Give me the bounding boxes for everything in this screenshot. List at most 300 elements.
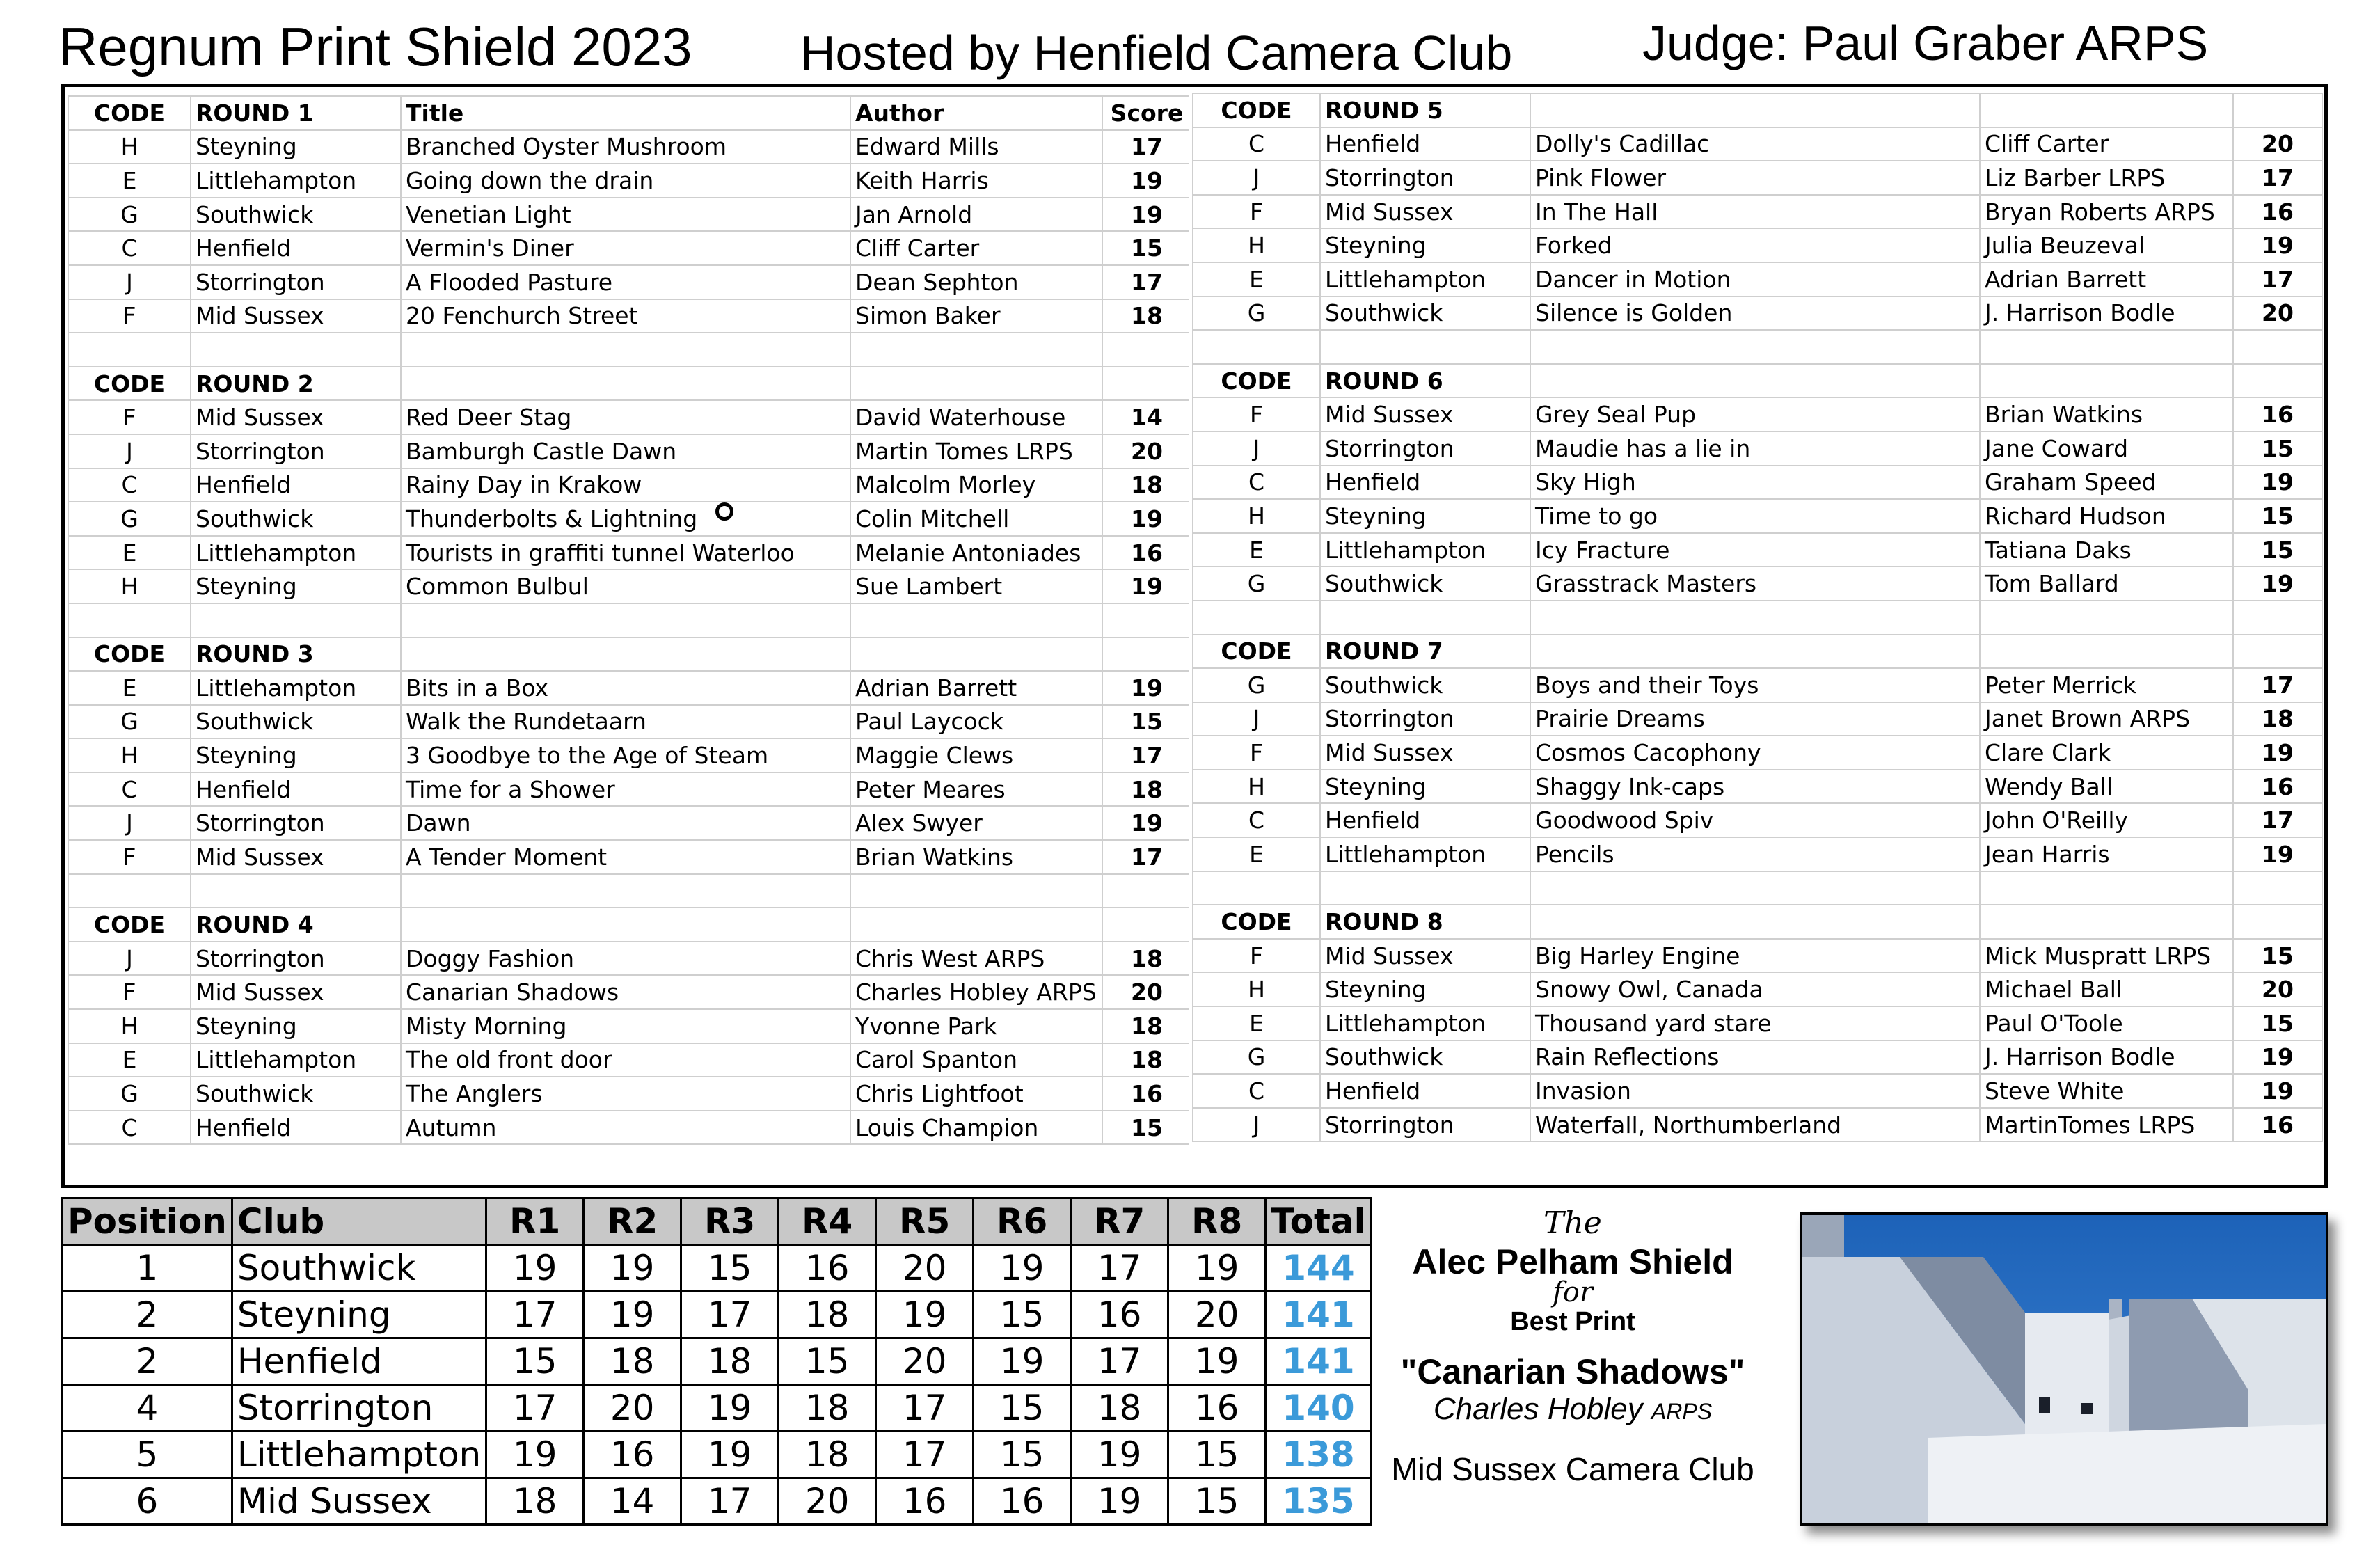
round-label: ROUND 7 bbox=[1320, 635, 1530, 669]
entry-score: 20 bbox=[1102, 434, 1191, 468]
entry-row bbox=[1193, 262, 2322, 296]
spacer-cell bbox=[68, 333, 191, 367]
entry-code: G bbox=[1193, 1040, 1320, 1075]
entry-author: Richard Hudson bbox=[1980, 499, 2233, 533]
entry-author: Graham Speed bbox=[1980, 466, 2233, 500]
standings-round-score-cell: 15 bbox=[1168, 1432, 1266, 1478]
author-header bbox=[1980, 635, 2233, 669]
entry-club: Henfield bbox=[1320, 803, 1530, 837]
entry-score: 19 bbox=[2233, 228, 2322, 262]
entry-score: 19 bbox=[2233, 466, 2322, 500]
entry-club: Henfield bbox=[1320, 127, 1530, 161]
entry-title: Icy Fracture bbox=[1530, 533, 1980, 567]
entry-title: Boys and their Toys bbox=[1530, 668, 1980, 702]
entry-score: 18 bbox=[1102, 468, 1191, 502]
entry-code: H bbox=[1193, 972, 1320, 1006]
entry-author: Chris Lightfoot bbox=[850, 1077, 1102, 1111]
entry-author: J. Harrison Bodle bbox=[1980, 1040, 2233, 1075]
entry-title: Dolly's Cadillac bbox=[1530, 127, 1980, 161]
standings-round-score-cell: 20 bbox=[876, 1338, 974, 1385]
entry-code: E bbox=[68, 671, 191, 705]
standings-total-cell: 140 bbox=[1266, 1385, 1372, 1432]
standings-round-score-cell: 20 bbox=[584, 1385, 681, 1432]
entry-code: J bbox=[1193, 702, 1320, 736]
code-header: CODE bbox=[68, 638, 191, 672]
standings-round-score-cell: 19 bbox=[681, 1385, 779, 1432]
standings-header-cell: R6 bbox=[974, 1198, 1071, 1245]
entry-row bbox=[1193, 702, 2322, 736]
entry-code: G bbox=[1193, 668, 1320, 702]
standings-round-score-cell: 15 bbox=[1168, 1478, 1266, 1525]
entry-code: C bbox=[68, 1111, 191, 1145]
spacer-cell bbox=[850, 333, 1102, 367]
standings-round-score-cell: 16 bbox=[1168, 1385, 1266, 1432]
standings-round-score-cell: 15 bbox=[681, 1245, 779, 1292]
standings-total-cell: 135 bbox=[1266, 1478, 1372, 1525]
entry-score: 15 bbox=[1102, 231, 1191, 265]
entry-code: F bbox=[68, 400, 191, 434]
standings-row bbox=[63, 1478, 1372, 1525]
standings-club-cell: Henfield bbox=[232, 1338, 486, 1385]
entry-row bbox=[68, 1009, 1191, 1043]
entry-row bbox=[68, 738, 1191, 773]
entry-code: G bbox=[68, 502, 191, 536]
entry-score: 18 bbox=[2233, 702, 2322, 736]
entry-score: 16 bbox=[2233, 397, 2322, 431]
award-author bbox=[1364, 1392, 1781, 1427]
entry-row bbox=[68, 400, 1191, 434]
entry-code: J bbox=[68, 265, 191, 299]
standings-total-cell: 141 bbox=[1266, 1292, 1372, 1338]
round-header-row bbox=[1193, 905, 2322, 939]
title-header bbox=[401, 638, 850, 672]
entry-club: Henfield bbox=[191, 1111, 401, 1145]
standings-round-score-cell: 17 bbox=[681, 1478, 779, 1525]
entry-row bbox=[68, 773, 1191, 807]
standings-row bbox=[63, 1385, 1372, 1432]
award-author-name: Charles Hobley bbox=[1433, 1392, 1643, 1426]
entry-title: Waterfall, Northumberland bbox=[1530, 1108, 1980, 1142]
entry-title: 3 Goodbye to the Age of Steam bbox=[401, 738, 850, 773]
spacer-cell bbox=[401, 333, 850, 367]
title-header bbox=[401, 908, 850, 942]
entry-score: 14 bbox=[1102, 400, 1191, 434]
standings-position-cell: 2 bbox=[63, 1292, 232, 1338]
standings-total-cell: 144 bbox=[1266, 1245, 1372, 1292]
entry-code: G bbox=[1193, 296, 1320, 331]
entry-club: Littlehampton bbox=[191, 1043, 401, 1077]
entry-code: J bbox=[68, 942, 191, 976]
rounds-1-4-table bbox=[68, 95, 1192, 1145]
entry-row bbox=[1193, 161, 2322, 195]
cursor-ring-icon bbox=[715, 502, 733, 521]
entry-score: 19 bbox=[2233, 736, 2322, 770]
entry-title: Big Harley Engine bbox=[1530, 939, 1980, 973]
standings-round-score-cell: 19 bbox=[584, 1245, 681, 1292]
standings-round-score-cell: 19 bbox=[974, 1338, 1071, 1385]
entry-code: G bbox=[1193, 567, 1320, 601]
entry-club: Southwick bbox=[1320, 296, 1530, 331]
round-header-row bbox=[68, 908, 1191, 942]
spacer-row bbox=[68, 333, 1191, 367]
entry-club: Littlehampton bbox=[191, 164, 401, 198]
standings-round-score-cell: 15 bbox=[974, 1432, 1071, 1478]
entry-title: Snowy Owl, Canada bbox=[1530, 972, 1980, 1006]
entry-club: Storrington bbox=[191, 806, 401, 840]
standings-header-cell: R2 bbox=[584, 1198, 681, 1245]
entry-author: Janet Brown ARPS bbox=[1980, 702, 2233, 736]
author-header: Author bbox=[850, 96, 1102, 130]
entry-author: John O'Reilly bbox=[1980, 803, 2233, 837]
standings-round-score-cell: 18 bbox=[779, 1292, 876, 1338]
standings-round-score-cell: 15 bbox=[486, 1338, 584, 1385]
standings-round-score-cell: 17 bbox=[486, 1292, 584, 1338]
entry-club: Southwick bbox=[1320, 668, 1530, 702]
author-header bbox=[1980, 364, 2233, 398]
entry-score: 17 bbox=[1102, 130, 1191, 164]
entry-score: 20 bbox=[2233, 972, 2322, 1006]
entry-title: Silence is Golden bbox=[1530, 296, 1980, 331]
spacer-cell bbox=[1320, 871, 1530, 905]
entry-code: H bbox=[1193, 228, 1320, 262]
entry-title: Vermin's Diner bbox=[401, 231, 850, 265]
entry-code: G bbox=[68, 1077, 191, 1111]
standings-round-score-cell: 19 bbox=[584, 1292, 681, 1338]
standings-round-score-cell: 16 bbox=[779, 1245, 876, 1292]
entry-score: 17 bbox=[1102, 265, 1191, 299]
standings-round-score-cell: 16 bbox=[974, 1478, 1071, 1525]
entry-title: Rainy Day in Krakow bbox=[401, 468, 850, 502]
standings-round-score-cell: 20 bbox=[876, 1245, 974, 1292]
award-author-suffix: ARPS bbox=[1651, 1399, 1713, 1424]
entry-score: 15 bbox=[2233, 499, 2322, 533]
entry-club: Littlehampton bbox=[1320, 262, 1530, 296]
standings-position-cell: 5 bbox=[63, 1432, 232, 1478]
entry-title: The old front door bbox=[401, 1043, 850, 1077]
entry-row bbox=[68, 840, 1191, 874]
winning-photo-svg bbox=[1802, 1215, 2326, 1523]
entry-author: Brian Watkins bbox=[1980, 397, 2233, 431]
entry-row bbox=[1193, 195, 2322, 229]
code-header: CODE bbox=[1193, 635, 1320, 669]
entry-row bbox=[1193, 567, 2322, 601]
entry-club: Storrington bbox=[1320, 1108, 1530, 1142]
standings-header-row bbox=[63, 1198, 1372, 1245]
score-header bbox=[2233, 905, 2322, 939]
code-header: CODE bbox=[1193, 93, 1320, 127]
entry-club: Mid Sussex bbox=[191, 840, 401, 874]
standings-round-score-cell: 19 bbox=[486, 1432, 584, 1478]
spacer-cell bbox=[850, 874, 1102, 908]
entry-row bbox=[68, 536, 1191, 570]
spacer-cell bbox=[191, 603, 401, 638]
spacer-cell bbox=[1193, 871, 1320, 905]
entry-row bbox=[68, 130, 1191, 164]
entry-author: Peter Merrick bbox=[1980, 668, 2233, 702]
standings-round-score-cell: 14 bbox=[584, 1478, 681, 1525]
entry-score: 19 bbox=[1102, 164, 1191, 198]
entry-code: C bbox=[1193, 466, 1320, 500]
entry-row bbox=[1193, 397, 2322, 431]
entry-code: F bbox=[68, 975, 191, 1009]
standings-position-cell: 1 bbox=[63, 1245, 232, 1292]
entry-club: Mid Sussex bbox=[1320, 195, 1530, 229]
score-header bbox=[2233, 635, 2322, 669]
code-header: CODE bbox=[68, 96, 191, 130]
entry-title: Pencils bbox=[1530, 837, 1980, 871]
entry-author: Brian Watkins bbox=[850, 840, 1102, 874]
entry-score: 19 bbox=[2233, 1074, 2322, 1108]
round-header-row bbox=[1193, 635, 2322, 669]
spacer-row bbox=[1193, 330, 2322, 364]
entry-club: Steyning bbox=[1320, 770, 1530, 804]
author-header bbox=[850, 638, 1102, 672]
entry-score: 20 bbox=[2233, 296, 2322, 331]
entry-title: Grasstrack Masters bbox=[1530, 567, 1980, 601]
entry-score: 17 bbox=[1102, 840, 1191, 874]
spacer-cell bbox=[191, 874, 401, 908]
score-header bbox=[1102, 638, 1191, 672]
entry-club: Steyning bbox=[191, 130, 401, 164]
entry-title: Dawn bbox=[401, 806, 850, 840]
entry-row bbox=[68, 1077, 1191, 1111]
standings-header-cell: Club bbox=[232, 1198, 486, 1245]
standings-header-cell: R1 bbox=[486, 1198, 584, 1245]
entry-code: J bbox=[68, 434, 191, 468]
entry-row bbox=[1193, 837, 2322, 871]
entry-club: Southwick bbox=[191, 1077, 401, 1111]
entry-author: Malcolm Morley bbox=[850, 468, 1102, 502]
entry-author: Sue Lambert bbox=[850, 569, 1102, 603]
entry-score: 17 bbox=[2233, 803, 2322, 837]
spacer-cell bbox=[1530, 330, 1980, 364]
standings-round-score-cell: 18 bbox=[779, 1385, 876, 1432]
entry-row bbox=[1193, 127, 2322, 161]
round-header-row bbox=[1193, 93, 2322, 127]
entry-score: 18 bbox=[1102, 299, 1191, 333]
entry-author: Paul O'Toole bbox=[1980, 1006, 2233, 1040]
entry-club: Steyning bbox=[1320, 499, 1530, 533]
author-header bbox=[850, 367, 1102, 401]
author-header bbox=[850, 908, 1102, 942]
standings-round-score-cell: 18 bbox=[1071, 1385, 1168, 1432]
entry-club: Southwick bbox=[1320, 1040, 1530, 1075]
award-for: for bbox=[1552, 1276, 1593, 1308]
standings-round-score-cell: 16 bbox=[584, 1432, 681, 1478]
spacer-cell bbox=[1102, 874, 1191, 908]
spacer-cell bbox=[1193, 601, 1320, 635]
spacer-cell bbox=[191, 333, 401, 367]
entry-row bbox=[68, 231, 1191, 265]
round-label: ROUND 2 bbox=[191, 367, 401, 401]
spacer-row bbox=[1193, 871, 2322, 905]
entry-author: Mick Muspratt LRPS bbox=[1980, 939, 2233, 973]
entry-score: 15 bbox=[2233, 533, 2322, 567]
entry-author: Simon Baker bbox=[850, 299, 1102, 333]
entry-row bbox=[1193, 1074, 2322, 1108]
author-header bbox=[1980, 93, 2233, 127]
entry-club: Mid Sussex bbox=[1320, 939, 1530, 973]
entry-row bbox=[1193, 533, 2322, 567]
host-label: Hosted by Henfield Camera Club bbox=[800, 26, 1513, 80]
entry-author: Cliff Carter bbox=[1980, 127, 2233, 161]
spacer-row bbox=[1193, 601, 2322, 635]
entry-score: 16 bbox=[2233, 770, 2322, 804]
entry-code: H bbox=[68, 738, 191, 773]
score-header bbox=[2233, 93, 2322, 127]
entry-row bbox=[1193, 296, 2322, 331]
award-club: Mid Sussex Camera Club bbox=[1391, 1451, 1754, 1487]
entry-author: Keith Harris bbox=[850, 164, 1102, 198]
entry-club: Henfield bbox=[191, 468, 401, 502]
spacer-cell bbox=[1980, 330, 2233, 364]
entry-row bbox=[68, 806, 1191, 840]
entry-row bbox=[68, 1043, 1191, 1077]
entry-club: Henfield bbox=[1320, 1074, 1530, 1108]
standings-round-score-cell: 15 bbox=[779, 1338, 876, 1385]
entry-club: Mid Sussex bbox=[191, 400, 401, 434]
entry-author: Wendy Ball bbox=[1980, 770, 2233, 804]
entry-author: Cliff Carter bbox=[850, 231, 1102, 265]
entry-code: E bbox=[1193, 837, 1320, 871]
entry-title: Prairie Dreams bbox=[1530, 702, 1980, 736]
entry-score: 16 bbox=[1102, 1077, 1191, 1111]
entry-club: Steyning bbox=[1320, 972, 1530, 1006]
entry-title: 20 Fenchurch Street bbox=[401, 299, 850, 333]
entry-club: Steyning bbox=[191, 738, 401, 773]
spacer-row bbox=[68, 603, 1191, 638]
entry-title: Goodwood Spiv bbox=[1530, 803, 1980, 837]
entry-title: Grey Seal Pup bbox=[1530, 397, 1980, 431]
entry-title: Thousand yard stare bbox=[1530, 1006, 1980, 1040]
standings-round-score-cell: 19 bbox=[1071, 1432, 1168, 1478]
spacer-cell bbox=[1102, 333, 1191, 367]
entry-title: Red Deer Stag bbox=[401, 400, 850, 434]
entry-title: Cosmos Cacophony bbox=[1530, 736, 1980, 770]
entry-author: Peter Meares bbox=[850, 773, 1102, 807]
code-header: CODE bbox=[68, 908, 191, 942]
standings-total-cell: 141 bbox=[1266, 1338, 1372, 1385]
entry-author: Adrian Barrett bbox=[1980, 262, 2233, 296]
entry-score: 19 bbox=[1102, 806, 1191, 840]
standings-position-cell: 6 bbox=[63, 1478, 232, 1525]
standings-round-score-cell: 19 bbox=[1168, 1245, 1266, 1292]
entry-code: J bbox=[68, 806, 191, 840]
entry-club: Storrington bbox=[1320, 161, 1530, 195]
entry-code: F bbox=[68, 299, 191, 333]
entry-code: H bbox=[68, 130, 191, 164]
entry-row bbox=[68, 299, 1191, 333]
entry-author: Martin Tomes LRPS bbox=[850, 434, 1102, 468]
standings-club-cell: Southwick bbox=[232, 1245, 486, 1292]
title-header bbox=[1530, 364, 1980, 398]
spacer-cell bbox=[1530, 871, 1980, 905]
entry-club: Henfield bbox=[1320, 466, 1530, 500]
entry-title: Walk the Rundetaarn bbox=[401, 705, 850, 739]
entry-title: Thunderbolts & Lightning bbox=[401, 502, 850, 536]
entry-club: Storrington bbox=[191, 434, 401, 468]
title-header bbox=[1530, 635, 1980, 669]
entry-title: Canarian Shadows bbox=[401, 975, 850, 1009]
entry-author: Jan Arnold bbox=[850, 198, 1102, 232]
entry-author: Julia Beuzeval bbox=[1980, 228, 2233, 262]
entry-row bbox=[68, 569, 1191, 603]
award-the: The bbox=[1543, 1205, 1602, 1241]
entry-code: E bbox=[68, 164, 191, 198]
standings-club-cell: Storrington bbox=[232, 1385, 486, 1432]
spacer-cell bbox=[1980, 601, 2233, 635]
entry-title: Forked bbox=[1530, 228, 1980, 262]
entry-score: 17 bbox=[2233, 262, 2322, 296]
entry-code: F bbox=[1193, 736, 1320, 770]
entry-author: Clare Clark bbox=[1980, 736, 2233, 770]
entry-author: Jean Harris bbox=[1980, 837, 2233, 871]
entry-club: Storrington bbox=[191, 942, 401, 976]
entry-title: Going down the drain bbox=[401, 164, 850, 198]
entry-code: H bbox=[1193, 499, 1320, 533]
round-header-row bbox=[68, 638, 1191, 672]
entry-author: J. Harrison Bodle bbox=[1980, 296, 2233, 331]
entry-row bbox=[68, 434, 1191, 468]
entry-author: Michael Ball bbox=[1980, 972, 2233, 1006]
entry-score: 15 bbox=[2233, 1006, 2322, 1040]
entry-score: 15 bbox=[2233, 431, 2322, 466]
entry-score: 19 bbox=[1102, 502, 1191, 536]
entry-title: Doggy Fashion bbox=[401, 942, 850, 976]
entry-author: Jane Coward bbox=[1980, 431, 2233, 466]
entry-score: 20 bbox=[2233, 127, 2322, 161]
entry-score: 15 bbox=[1102, 705, 1191, 739]
author-header bbox=[1980, 905, 2233, 939]
entry-club: Henfield bbox=[191, 773, 401, 807]
standings-header-cell: Position bbox=[63, 1198, 232, 1245]
standings-round-score-cell: 16 bbox=[1071, 1292, 1168, 1338]
entry-code: F bbox=[1193, 939, 1320, 973]
spacer-cell bbox=[68, 874, 191, 908]
entry-row bbox=[1193, 1108, 2322, 1142]
entry-title: Sky High bbox=[1530, 466, 1980, 500]
standings-row bbox=[63, 1245, 1372, 1292]
standings-row bbox=[63, 1338, 1372, 1385]
spacer-cell bbox=[1320, 601, 1530, 635]
standings-round-score-cell: 19 bbox=[1071, 1478, 1168, 1525]
page-title: Regnum Print Shield 2023 bbox=[58, 16, 692, 77]
standings-club-cell: Littlehampton bbox=[232, 1432, 486, 1478]
award-category: Best Print bbox=[1510, 1307, 1635, 1336]
standings-position-cell: 2 bbox=[63, 1338, 232, 1385]
standings-round-score-cell: 18 bbox=[681, 1338, 779, 1385]
entry-row bbox=[68, 198, 1191, 232]
standings-round-score-cell: 17 bbox=[1071, 1245, 1168, 1292]
entry-score: 19 bbox=[1102, 569, 1191, 603]
entry-score: 17 bbox=[2233, 161, 2322, 195]
entry-club: Southwick bbox=[1320, 567, 1530, 601]
entry-code: J bbox=[1193, 161, 1320, 195]
entry-row bbox=[1193, 939, 2322, 973]
entry-score: 15 bbox=[2233, 939, 2322, 973]
entry-code: E bbox=[1193, 262, 1320, 296]
entry-score: 19 bbox=[2233, 1040, 2322, 1075]
entry-code: C bbox=[68, 231, 191, 265]
entry-author: Liz Barber LRPS bbox=[1980, 161, 2233, 195]
entry-row bbox=[68, 671, 1191, 705]
entry-club: Storrington bbox=[1320, 431, 1530, 466]
entry-row bbox=[1193, 1040, 2322, 1075]
entry-row bbox=[68, 468, 1191, 502]
entry-title: The Anglers bbox=[401, 1077, 850, 1111]
entry-club: Mid Sussex bbox=[191, 975, 401, 1009]
spacer-cell bbox=[401, 603, 850, 638]
